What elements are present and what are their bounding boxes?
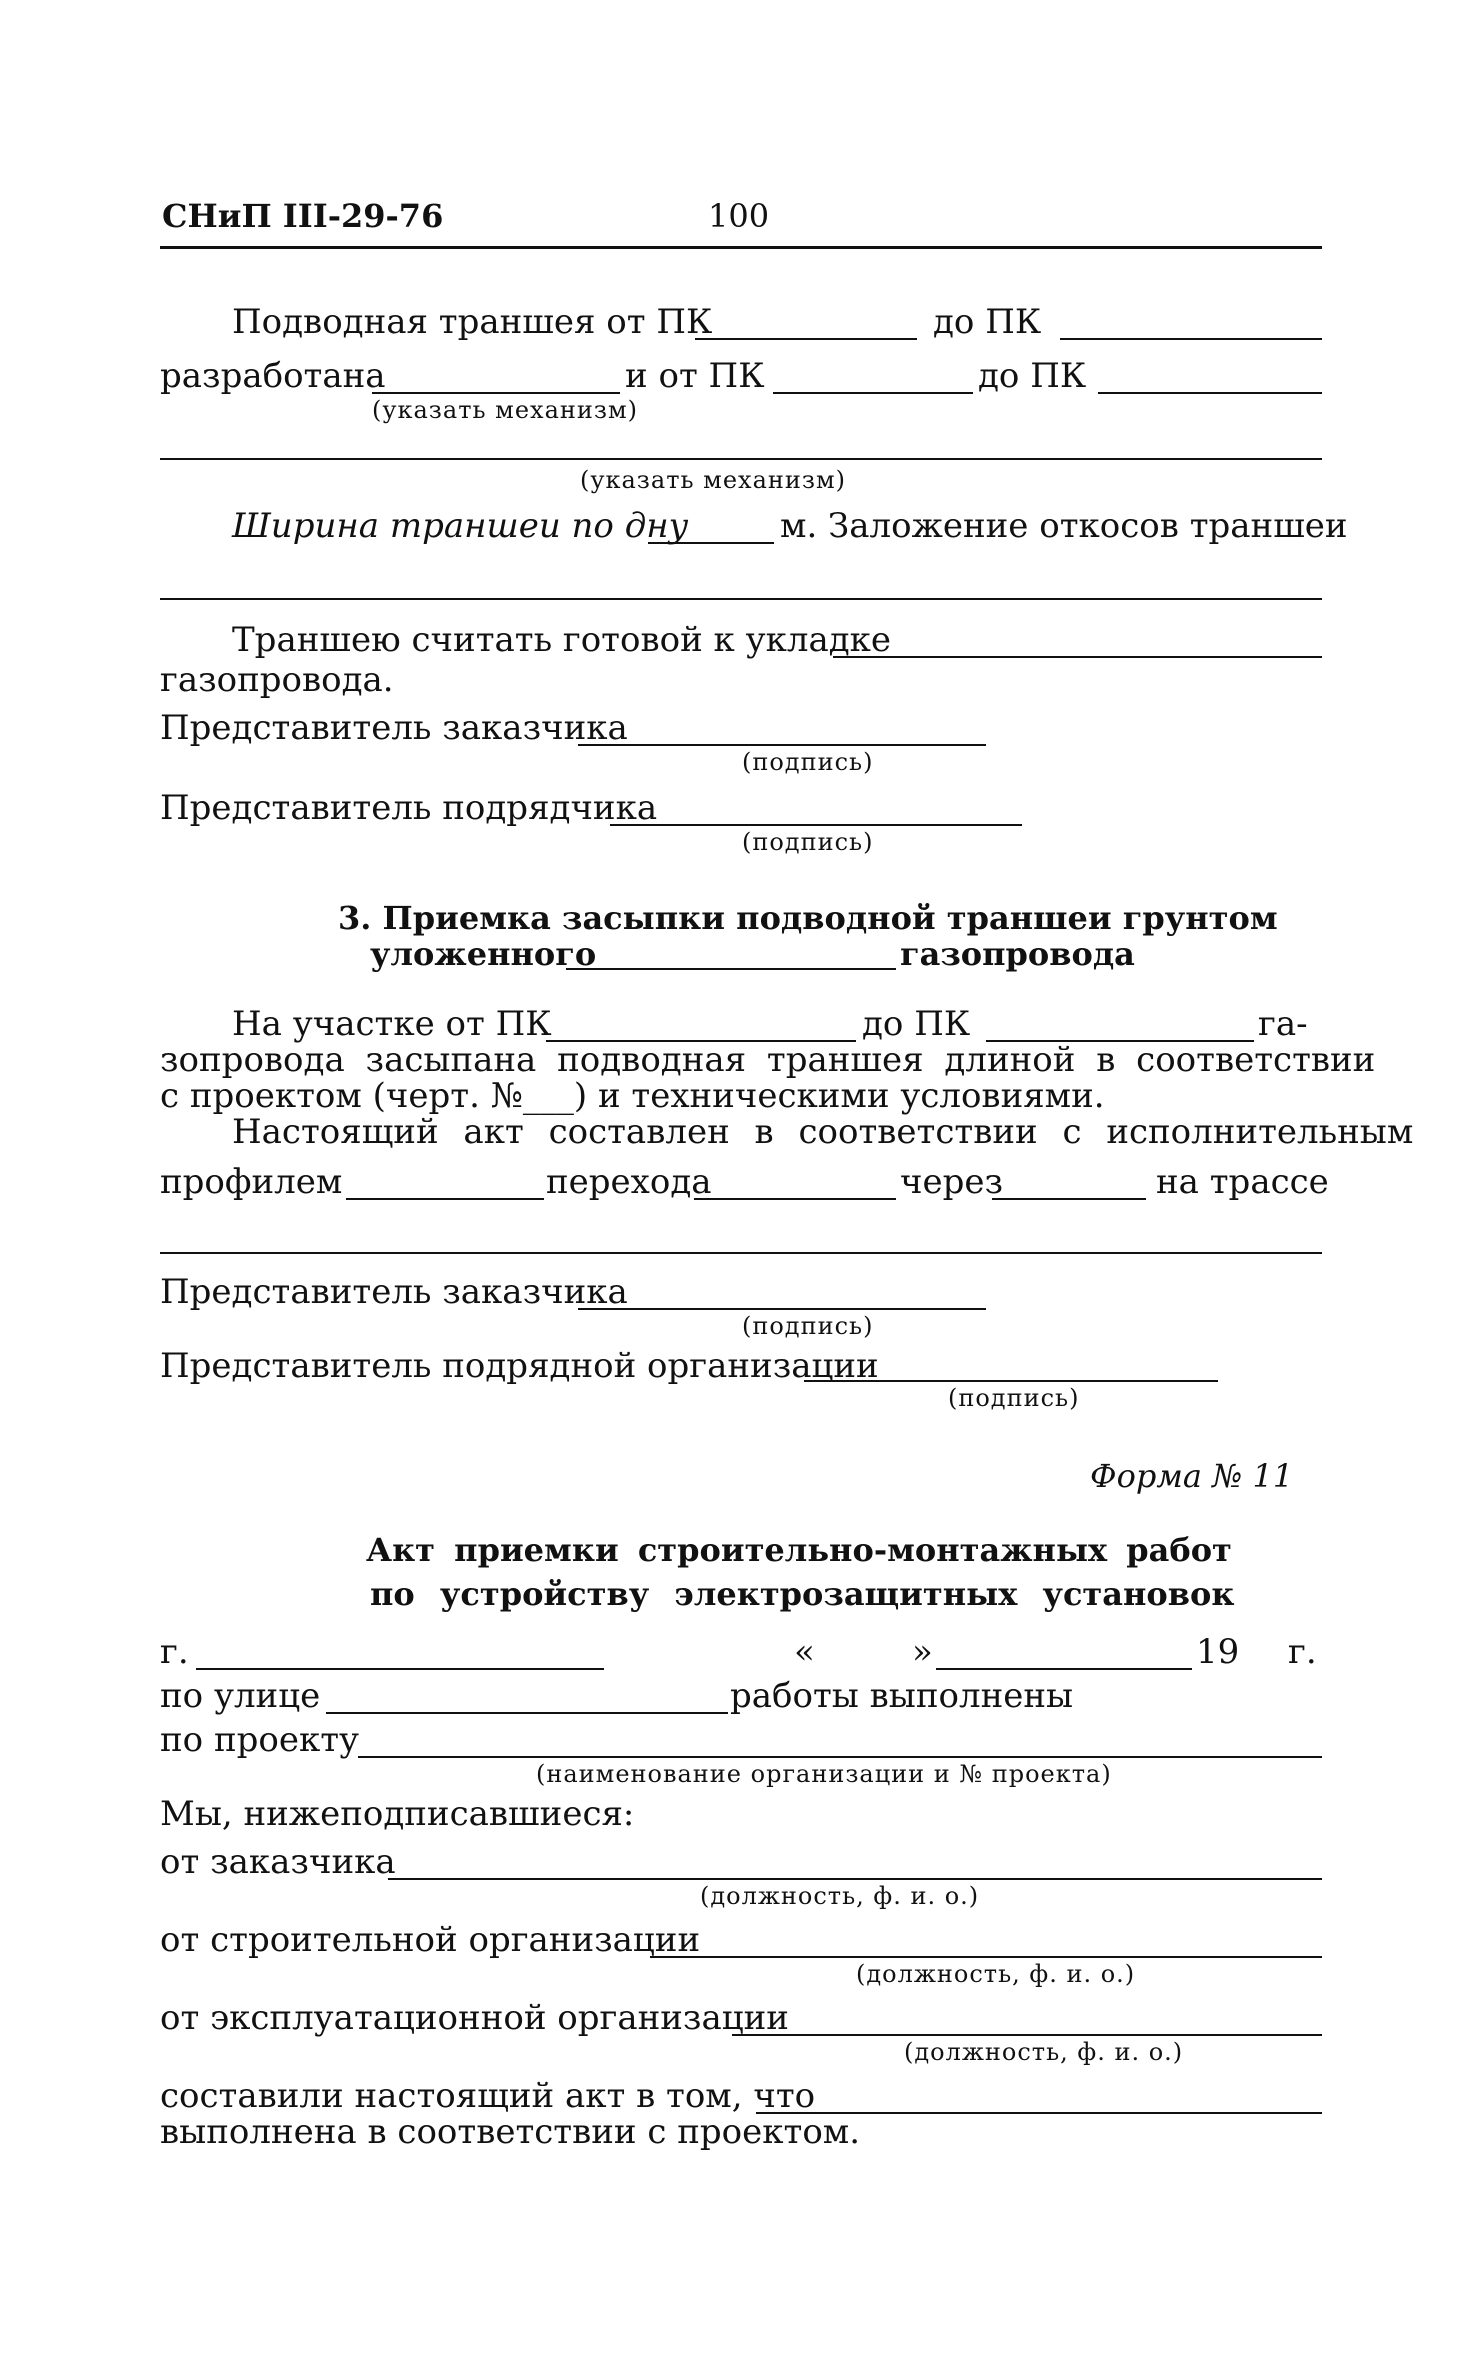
document-code: СНиП III-29-76: [162, 197, 444, 235]
form-number-label: Форма № 11: [1090, 1457, 1294, 1495]
gas-pipeline-label: газопровода.: [160, 660, 394, 700]
from-customer-field[interactable]: [388, 1878, 1322, 1880]
trench-from-label: Подводная траншея от ПК: [232, 302, 713, 342]
section3-p3: с проектом (черт. №___) и техническими условиями.: [160, 1076, 1105, 1116]
project-caption: (наименование организации и № проекта): [536, 1760, 1112, 1788]
from-operator-field[interactable]: [732, 2034, 1322, 2036]
page-number: 100: [708, 197, 770, 235]
contractor-org-rep-field[interactable]: [804, 1380, 1218, 1382]
section3-pipeline-field[interactable]: [566, 968, 896, 970]
contractor-rep-label-1: Представитель подрядчика: [160, 788, 658, 828]
and-from-field[interactable]: [773, 392, 973, 394]
from-operator-label: от эксплуатационной организации: [160, 1998, 789, 2038]
customer-rep-field-1[interactable]: [578, 744, 986, 746]
year-suffix: г.: [1288, 1632, 1317, 1672]
site-gas-label: га-: [1258, 1004, 1308, 1044]
site-from-label: На участке от ПК: [232, 1004, 552, 1044]
through-field[interactable]: [992, 1198, 1146, 1200]
customer-rep-field-2[interactable]: [578, 1308, 986, 1310]
position-caption-3: (должность, ф. и. о.): [904, 2038, 1184, 2066]
bottom-width-label: Ширина траншеи по дну: [232, 506, 689, 546]
profile-field[interactable]: [346, 1198, 544, 1200]
final-statement-a: составили настоящий акт в том, что: [160, 2076, 816, 2116]
signature-caption-4: (подпись): [948, 1384, 1080, 1412]
mechanism-field[interactable]: [160, 458, 1322, 460]
position-caption-2: (должность, ф. и. о.): [856, 1960, 1136, 1988]
customer-rep-label-2: Представитель заказчика: [160, 1272, 628, 1312]
signature-caption-3: (подпись): [742, 1312, 874, 1340]
section3-title-l2b: газопровода: [900, 935, 1135, 973]
profile-label: профилем: [160, 1162, 343, 1202]
through-label: через: [900, 1162, 1004, 1202]
route-field[interactable]: [160, 1252, 1322, 1254]
ready-field[interactable]: [833, 656, 1322, 658]
date-close-quote: »: [912, 1632, 933, 1672]
mechanism-caption-2: (указать механизм): [580, 466, 846, 494]
year-prefix: 19: [1196, 1632, 1240, 1672]
slopes-label: м. Заложение откосов траншеи: [780, 506, 1348, 546]
section3-p2: зопровода засыпана подводная траншея длиной в соответствии: [160, 1040, 1376, 1080]
city-label: г.: [160, 1632, 189, 1672]
header-rule: [160, 246, 1322, 249]
developed-field[interactable]: [372, 392, 620, 394]
date-open-quote: «: [794, 1632, 815, 1672]
and-to-field[interactable]: [1098, 392, 1322, 394]
form11-title-line1: Акт приемки строительно-монтажных работ: [366, 1531, 1232, 1569]
ready-label: Траншею считать готовой к укладке: [232, 620, 892, 660]
bottom-width-field[interactable]: [648, 542, 774, 544]
works-done-label: работы выполнены: [730, 1676, 1074, 1716]
street-field[interactable]: [326, 1712, 728, 1714]
section3-p4: Настоящий акт составлен в соответствии с исполнительным: [232, 1112, 1414, 1152]
section3-title-l2a: уложенного: [370, 935, 597, 973]
developed-label: разработана: [160, 356, 386, 396]
customer-rep-label-1: Представитель заказчика: [160, 708, 628, 748]
route-label: на трассе: [1156, 1162, 1329, 1202]
street-label: по улице: [160, 1676, 321, 1716]
trench-to-field[interactable]: [1060, 338, 1322, 340]
crossing-field[interactable]: [694, 1198, 896, 1200]
and-to-label: до ПК: [978, 356, 1087, 396]
contractor-rep-field-1[interactable]: [610, 824, 1022, 826]
crossing-label: перехода: [546, 1162, 712, 1202]
and-from-label: и от ПК: [625, 356, 765, 396]
signature-caption-2: (подпись): [742, 828, 874, 856]
final-statement-b: выполнена в соответствии с проектом.: [160, 2112, 861, 2152]
from-builder-label: от строительной организации: [160, 1920, 701, 1960]
section3-title-line1: 3. Приемка засыпки подводной траншеи грунтом: [338, 899, 1278, 937]
form11-title-line2: по устройству электрозащитных установок: [370, 1575, 1235, 1613]
mechanism-caption-1: (указать механизм): [372, 396, 638, 424]
site-to-label: до ПК: [862, 1004, 971, 1044]
trench-to-label: до ПК: [933, 302, 1042, 342]
date-field[interactable]: [936, 1668, 1192, 1670]
trench-from-field[interactable]: [695, 338, 917, 340]
undersigned-label: Мы, нижеподписавшиеся:: [160, 1794, 635, 1834]
from-builder-field[interactable]: [650, 1956, 1322, 1958]
from-customer-label: от заказчика: [160, 1842, 396, 1882]
project-field[interactable]: [358, 1756, 1322, 1758]
project-label: по проекту: [160, 1720, 360, 1760]
slopes-field[interactable]: [160, 598, 1322, 600]
position-caption-1: (должность, ф. и. о.): [700, 1882, 980, 1910]
signature-caption-1: (подпись): [742, 748, 874, 776]
city-field[interactable]: [196, 1668, 604, 1670]
contractor-org-rep-label: Представитель подрядной организации: [160, 1346, 879, 1386]
